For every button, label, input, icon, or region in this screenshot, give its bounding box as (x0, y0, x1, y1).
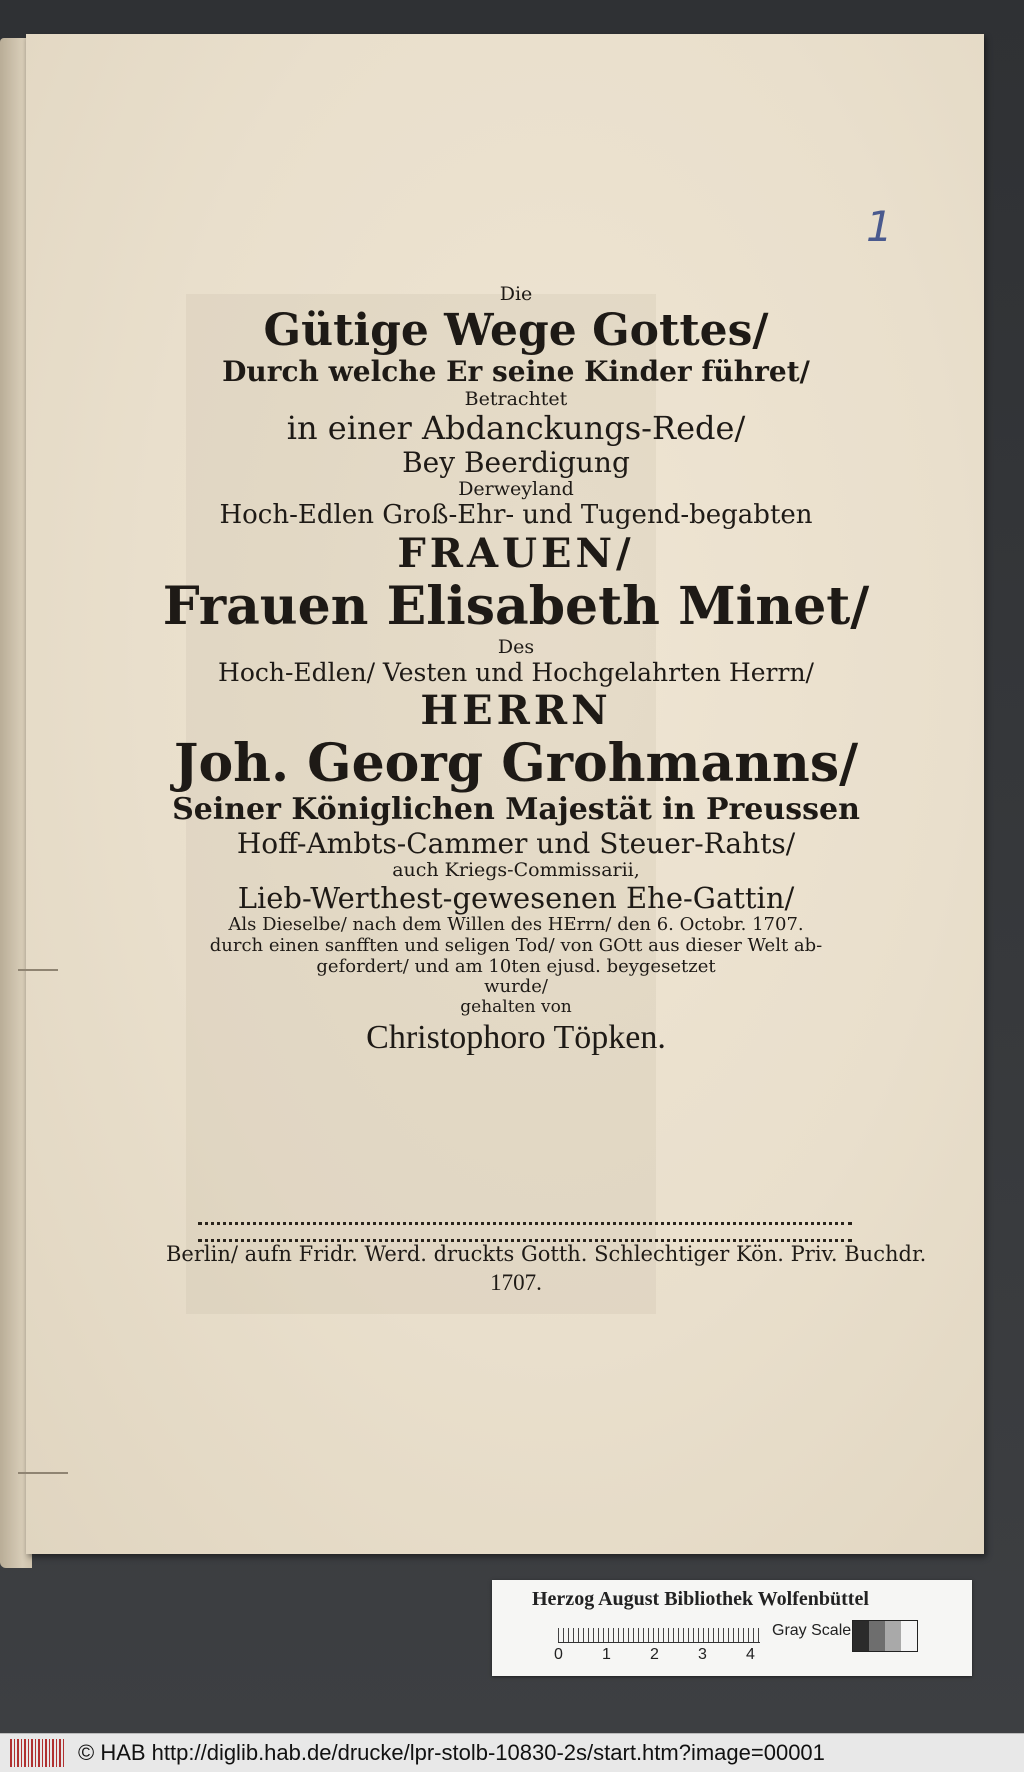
title-page (26, 34, 984, 1554)
imprint: Berlin/ aufn Fridr. Werd. druckts Gotth. Schlechtiger Kön. Priv. Buchdr. (166, 1242, 927, 1266)
page-number-annotation: 1 (866, 202, 893, 251)
ruler-tick-label: 4 (746, 1646, 755, 1663)
title-line: Als Dieselbe/ nach dem Willen des HErrn/ den 6. Octobr. 1707. (228, 914, 804, 936)
library-name: Herzog August Bibliothek Wolfenbüttel (532, 1588, 869, 1610)
title-line: Joh. Georg Grohmanns/ (173, 732, 859, 794)
footer-bar (0, 1733, 1024, 1772)
title-line: Frauen Elisabeth Minet/ (162, 576, 870, 638)
ornament-rule (198, 1222, 852, 1242)
title-line: Seiner Königlichen Majestät in Preussen (172, 792, 860, 828)
title-line: Derweyland (458, 478, 574, 501)
title-line: in einer Abdanckungs-Rede/ (286, 409, 746, 448)
binding-thread (18, 969, 58, 971)
imprint-year: 1707. (490, 1270, 542, 1295)
binding-thread (18, 1472, 68, 1474)
ruler-tick-label: 0 (554, 1646, 563, 1663)
gray-swatch (885, 1621, 901, 1651)
title-line: auch Kriegs-Commissarii, (392, 859, 640, 882)
title-line: Hoch-Edlen/ Vesten und Hochgelahrten Herrn/ (218, 657, 814, 687)
footer-copyright-url[interactable]: © HAB http://diglib.hab.de/drucke/lpr-stolb-10830-2s/start.htm?image=00001 (78, 1740, 825, 1765)
title-line: Lieb-Werthest-gewesenen Ehe-Gattin/ (237, 880, 795, 915)
title-line: durch einen sanfften und seligen Tod/ von GOtt aus dieser Welt ab- (209, 934, 823, 956)
ruler-tick-label: 1 (602, 1646, 611, 1663)
title-line: wurde/ (484, 976, 548, 998)
author-name: Christophoro Töpken. (366, 1018, 666, 1056)
title-line: HERRN (420, 686, 612, 734)
title-line: Durch welche Er seine Kinder führet/ (222, 355, 810, 389)
gray-swatch (853, 1621, 869, 1651)
barcode-icon (10, 1739, 66, 1767)
ruler-tick-label: 3 (698, 1646, 707, 1663)
gray-swatch (901, 1621, 917, 1651)
title-line: FRAUEN/ (397, 530, 635, 578)
gray-scale-label: Gray Scale (772, 1622, 852, 1639)
ruler-tick-label: 2 (650, 1646, 659, 1663)
library-color-card (492, 1580, 972, 1676)
title-line: Die (499, 283, 533, 305)
gray-scale-swatches (852, 1620, 918, 1652)
title-line: gefordert/ und am 10ten ejusd. beygesetzet (316, 955, 716, 977)
title-block (146, 284, 886, 1057)
title-line: Des (497, 635, 535, 658)
title-line: Betrachtet (464, 387, 568, 410)
scale-ruler (558, 1620, 760, 1643)
title-line: Gütige Wege Gottes/ (263, 304, 769, 356)
title-line: Hoch-Edlen Groß-Ehr- und Tugend-begabten (219, 500, 813, 531)
title-line: Bey Beerdigung (402, 446, 630, 480)
title-line: Hoff-Ambts-Cammer und Steuer-Rahts/ (236, 826, 796, 860)
gray-swatch (869, 1621, 885, 1651)
title-line: gehalten von (460, 997, 572, 1017)
